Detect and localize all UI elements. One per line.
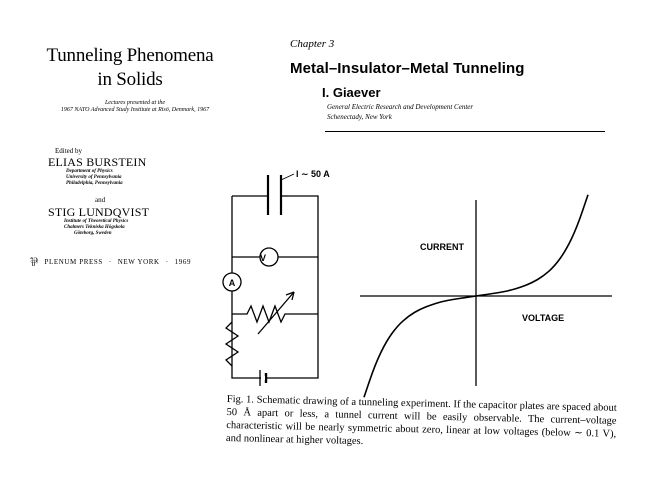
- editor-1-univ: University of Pennsylvania: [66, 175, 122, 180]
- xlabel-voltage: VOLTAGE: [522, 313, 565, 323]
- figure-caption: Fig. 1. Schematic drawing of a tunneling experiment. If the capacitor plates are spaced about 50 Å apart or less, a tunnel current will be easily observable. The current–voltage characteristic will be nearly symmetric about zero, linear at low voltages (below ∼ 0.1 V), and nonlinear at higher voltages.: [225, 393, 617, 448]
- editor-2-city: Göteborg, Sweden: [74, 231, 112, 236]
- author-affiliation-line-1: General Electric Research and Development Center: [327, 103, 474, 111]
- edited-by: Edited by: [55, 147, 83, 155]
- publisher-logo-icon: ⅌: [30, 255, 39, 269]
- publisher-year: 1969: [174, 257, 192, 266]
- iv-chart: [360, 195, 612, 397]
- editor-2-dept: Institute of Theoretical Physics: [64, 219, 129, 224]
- publisher-city: NEW YORK: [117, 257, 160, 266]
- and-text: and: [95, 196, 106, 204]
- ammeter-label: A: [228, 278, 236, 288]
- book-title-line-2: in Solids: [97, 69, 163, 90]
- editor-1-dept: Department of Physics: [66, 169, 113, 174]
- lectures-line-2: 1967 NATO Advanced Study Institute at Risö, Denmark, 1967: [60, 107, 210, 113]
- circuit-schematic: [223, 174, 318, 386]
- variable-resistor-arrow: [258, 292, 294, 334]
- editor-2-name: STIG LUNDQVIST: [48, 205, 150, 219]
- publisher-line: ⅌ PLENUM PRESS · NEW YORK · 1969: [30, 255, 192, 269]
- capacitor-pointer: [281, 174, 294, 180]
- chapter-author: I. Giaever: [322, 85, 381, 100]
- author-affiliation-line-2: Schenectady, New York: [327, 113, 392, 121]
- publisher-name: PLENUM PRESS: [44, 257, 103, 266]
- voltmeter-label: V: [259, 253, 267, 263]
- capacitor-spacing-label: l ∼ 50 A: [296, 169, 330, 179]
- chapter-label: Chapter 3: [290, 38, 335, 50]
- circuit-outer-wire: [232, 196, 318, 378]
- book-title-line-1: Tunneling Phenomena: [46, 45, 214, 66]
- editor-1-name: ELIAS BURSTEIN: [48, 155, 147, 169]
- ylabel-current: CURRENT: [420, 242, 464, 252]
- editor-1-city: Philadelphia, Pennsylvania: [66, 181, 123, 186]
- editor-2-univ: Chalmers Tekniska Högskola: [64, 225, 125, 230]
- lectures-line-1: Lectures presented at the: [104, 100, 166, 106]
- chapter-title: Metal–Insulator–Metal Tunneling: [290, 60, 525, 77]
